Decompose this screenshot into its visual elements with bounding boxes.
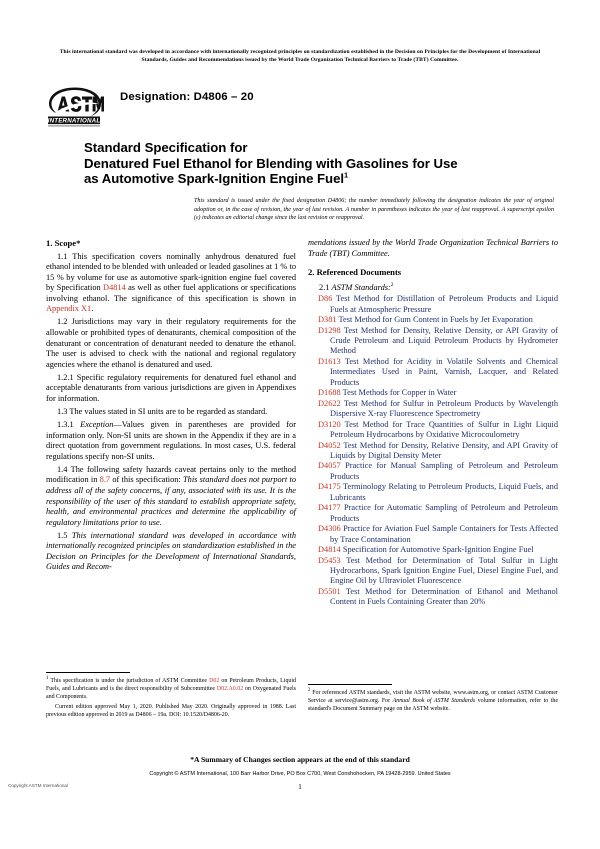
- svg-text:INTERNATIONAL: INTERNATIONAL: [47, 117, 101, 125]
- reference-designation[interactable]: D3120: [318, 419, 341, 429]
- reference-title[interactable]: Test Method for Acidity in Volatile Solvents and Chemical Intermediates Used in Paint, Varnish, Lacquer, and Related Products: [330, 356, 559, 387]
- reference-designation[interactable]: D5453: [318, 555, 341, 565]
- reference-designation[interactable]: D1298: [318, 325, 341, 335]
- identification-row: [46, 86, 554, 134]
- p1-1-pre: 1.1 This specification covers nominally anhydrous denatured fuel ethanol intended to be blended with unleaded or leaded gasolines at 1 % to 15 % by volume for use as automotive spark-ignition engine fuel covered by Specification: [46, 251, 296, 293]
- reference-designation[interactable]: D4052: [318, 440, 341, 450]
- link-section-8-7[interactable]: 8.7: [99, 475, 111, 485]
- reference-title[interactable]: Test Method for Sulfur in Petroleum Products by Wavelength Dispersive X-ray Fluorescence Spectrometry: [330, 398, 558, 419]
- paragraph-1-2-1: 1.2.1 Specific regulatory requirements for denatured fuel ethanol and acceptable denaturants from various jurisdictions are given in Appendixes for information.: [46, 372, 296, 403]
- reference-title[interactable]: Test Method for Trace Quantities of Sulfur in Light Liquid Petroleum Hydrocarbons by Oxidative Microcoulometry: [330, 419, 559, 440]
- list-item[interactable]: [318, 388, 558, 398]
- document-title: [84, 140, 554, 187]
- footnote-1-mid: on Petroleum Products, Liquid Fuels, and Lubricants and is the direct responsibility of Subcommittee: [46, 678, 296, 692]
- reference-title[interactable]: Test Method for Gum Content in Fuels by Jet Evaporation: [338, 315, 533, 325]
- paragraph-1-5: [46, 531, 296, 573]
- section-heading-referenced-documents: 2. Referenced Documents: [308, 267, 402, 278]
- list-item[interactable]: [318, 556, 558, 587]
- reference-title[interactable]: Test Methods for Copper in Water: [342, 388, 457, 398]
- list-item[interactable]: [318, 294, 558, 315]
- reference-title[interactable]: Test Method for Determination of Ethanol and Methanol Content in Fuels Containing Greater than 20%: [330, 586, 558, 607]
- footnote-1-edition: Current edition approved May 1, 2020. Published May 2020. Originally approved in 1988. Last previous edition approved in 2019 as D4806 – 19a. DOI: 10.1520/D4806-20.: [46, 703, 296, 718]
- reference-designation[interactable]: D381: [318, 315, 337, 325]
- p1-3-1-num: 1.3.1: [57, 420, 81, 430]
- paragraph-1-2: 1.2 Jurisdictions may vary in their regulatory requirements for the allowable or prohibited types of denaturants, chemical composition of the denaturant or concentration of denaturant needed to denature the ethanol. The user is advised to check with the national and regional regulatory agencies where the ethanol is denatured and used.: [46, 317, 296, 369]
- footnote-1-text: [46, 677, 296, 701]
- paragraph-1-3-1: [46, 420, 296, 462]
- astm-logo: [46, 86, 104, 130]
- reference-title[interactable]: Practice for Aviation Fuel Sample Containers for Tests Affected by Trace Contamination: [330, 524, 558, 544]
- footnote-1-post: on Oxygenated Fuels and Components.: [46, 686, 296, 700]
- footnote-2-book-title: Annual Book of ASTM Standards: [392, 698, 476, 704]
- left-column: [46, 238, 296, 573]
- subsection-astm-standards: [308, 283, 558, 294]
- subsection-number: 2.1: [319, 282, 332, 292]
- link-d4814[interactable]: D4814: [103, 283, 126, 293]
- p1-1-mid: as well as other fuel applications or specifications involving ethanol. The significance of this specification is shown in: [46, 283, 296, 303]
- title-line-2: Denatured Fuel Ethanol for Blending with Gasolines for Use: [84, 155, 458, 171]
- paragraph-1-4: [46, 465, 296, 528]
- reference-title[interactable]: Specification for Automotive Spark-Ignition Engine Fuel: [342, 545, 534, 555]
- footnote-right: [308, 689, 558, 713]
- list-item[interactable]: [318, 482, 558, 503]
- list-item[interactable]: [318, 315, 558, 325]
- reference-designation[interactable]: D1688: [318, 388, 341, 398]
- footnote-divider-right: [308, 684, 392, 685]
- link-subcommittee-d02-a0-02[interactable]: D02.A0.02: [216, 686, 244, 692]
- paragraph-1-1: [46, 252, 296, 315]
- reference-designation[interactable]: D1613: [318, 356, 341, 366]
- reference-title[interactable]: Test Method for Determination of Total Sulfur in Light Hydrocarbons, Spark Ignition Engine Fuel, Diesel Engine Fuel, and Engine Oil by Ultraviolet Fluorescence: [330, 555, 558, 586]
- footnote-left: [46, 677, 296, 719]
- title-line-3: [84, 171, 554, 187]
- referenced-standards-list: [308, 294, 558, 608]
- reference-title[interactable]: Test Method for Density, Relative Density, and API Gravity of Liquids by Digital Density Meter: [330, 440, 558, 460]
- list-item[interactable]: [318, 524, 558, 545]
- subsection-label: ASTM Standards:: [331, 282, 391, 292]
- list-item[interactable]: [318, 420, 558, 441]
- reference-designation[interactable]: D4814: [318, 545, 341, 555]
- reference-designation[interactable]: D4306: [318, 524, 341, 534]
- right-column: [308, 238, 558, 608]
- footnote-2-marker: 2: [308, 688, 311, 694]
- reference-designation[interactable]: D2622: [318, 398, 341, 408]
- p1-4-pre: 1.4 The following safety hazards caveat pertains only to the method modification in: [46, 464, 296, 485]
- p1-5-num: 1.5: [57, 530, 72, 540]
- list-item[interactable]: [318, 503, 558, 524]
- list-item[interactable]: [318, 545, 558, 555]
- paragraph-1-3: 1.3 The values stated in SI units are to be regarded as standard.: [57, 406, 268, 416]
- reference-designation[interactable]: D4057: [318, 461, 341, 471]
- page-number: 1: [298, 782, 302, 791]
- copyright-notice: Copyright © ASTM International, 100 Barr Harbor Drive, PO Box C700, West Conshohocken, PA 19428-2959. United States: [149, 771, 451, 777]
- p1-4-mid: of this specification:: [110, 475, 184, 485]
- p1-3-1-rest: —Values given in parentheses are provided for information only. Non-SI units are shown in the Appendix if they are in a direct quotation from government regulations. In most cases, U.S. federal regulations specify non-SI units.: [46, 420, 296, 461]
- p1-4-caveat: This standard does not purport to address all of the safety concerns, if any, associated with its use. It is the responsibility of the user of this standard to establish appropriate safety, health, and environmental practices and determine the applicability of regulatory limitations prior to use.: [46, 475, 296, 527]
- reference-title[interactable]: Test Method for Density, Relative Density, or API Gravity of Crude Petroleum and Liquid Petroleum Products by Hydrometer Method: [330, 325, 559, 356]
- reference-title[interactable]: Terminology Relating to Petroleum Products, Liquid Fuels, and Lubricants: [330, 482, 559, 502]
- title-line-1: Standard Specification for: [84, 140, 248, 155]
- title-line-3-text: as Automotive Spark-Ignition Engine Fuel: [84, 171, 345, 187]
- footnote-2-post: volume information, refer to the standard's Document Summary page on the ASTM website.: [308, 698, 559, 712]
- reference-designation[interactable]: D86: [318, 294, 333, 304]
- list-item[interactable]: [318, 587, 558, 608]
- reference-designation[interactable]: D5501: [318, 586, 341, 596]
- footnote-divider-left: [46, 672, 130, 673]
- reference-title[interactable]: Practice for Manual Sampling of Petroleum and Petroleum Products: [330, 461, 558, 481]
- scope-continuation: mendations issued by the World Trade Organization Technical Barriers to Trade (TBT) Committee.: [308, 238, 558, 258]
- list-item[interactable]: [318, 461, 558, 482]
- designation-label: Designation: D4806 – 20: [120, 91, 254, 103]
- list-item[interactable]: [318, 441, 558, 462]
- p1-1-post: .: [91, 304, 94, 314]
- reference-designation[interactable]: D4177: [318, 503, 341, 513]
- reference-designation[interactable]: D4175: [318, 482, 341, 492]
- summary-of-changes-note: *A Summary of Changes section appears at the end of this standard: [190, 755, 410, 764]
- section-heading-scope: 1. Scope*: [46, 238, 81, 248]
- title-footnote-marker: 1: [344, 170, 349, 180]
- p1-5-text: This international standard was developed in accordance with internationally recognized principles on standardization established in the Decision on Principles for the Development of International Standards, Guides and Recom-: [46, 530, 296, 572]
- list-item[interactable]: [318, 399, 558, 420]
- tbt-banner: This international standard was developed in accordance with internationally recognized principles on standardization established in the Decision on Principles for the Development of International Standards, Guides and Recommendations issued by the World Trade Organization Technical Barriers to Trade (TBT) Committee.: [59, 49, 541, 64]
- footnote-2-pre: For referenced ASTM standards, visit the ASTM website, www.astm.org, or contact ASTM Customer Service at service@astm.org. For: [308, 690, 558, 704]
- link-appendix-x1[interactable]: Appendix X1: [46, 304, 92, 314]
- reference-title[interactable]: Practice for Automatic Sampling of Petroleum and Petroleum Products: [330, 503, 558, 523]
- list-item[interactable]: [318, 326, 558, 357]
- list-item[interactable]: [318, 357, 558, 388]
- footnote-1-pre: This specification is under the jurisdiction of ASTM Committee: [48, 678, 210, 684]
- footnote-1-marker: 1: [46, 676, 49, 682]
- link-committee-d02[interactable]: D02: [209, 678, 220, 684]
- subsection-footnote-marker: 2: [390, 281, 394, 288]
- footnote-2-text: [308, 689, 558, 713]
- fixed-designation-note: This standard is issued under the fixed designation D4806; the number immediately following the designation indicates the year of original adoption or, in the case of revision, the year of last revision. A number in parentheses indicates the year of last reapproval. A superscript epsilon (ε) indicates an editorial change since the last revision or reapproval.: [194, 198, 554, 222]
- p1-3-1-term: Exception: [80, 420, 114, 430]
- reference-title[interactable]: Test Method for Distillation of Petroleum Products and Liquid Fuels at Atmospheric Pressure: [330, 294, 559, 314]
- corner-copyright-stamp: Copyright ASTM International: [8, 783, 69, 788]
